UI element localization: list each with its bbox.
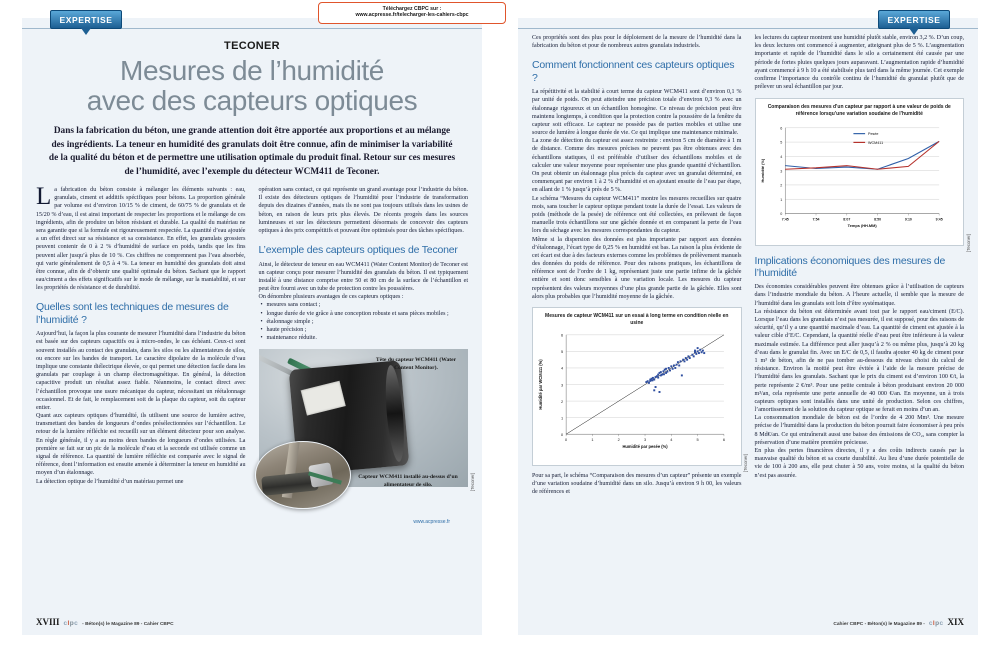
paragraph: Le schéma “Mesures du capteur WCM411” montre les mesures recueillies sur quatre mois, sans toucher le capteur optique pendant toute la durée de l’essai. Les valeurs de poids (méthode de la pesée) de référence ont été collectées, en prélevant de façon manuelle trois échantillons sur une gâchée donnée et en comparant la perte de l’eau lors du séchage avec les mesures correspondantes du capteur. xyxy=(532,195,742,235)
line-chart-block xyxy=(755,98,971,252)
folio-number: XVIII xyxy=(36,617,60,627)
brand-kicker: TECONER xyxy=(224,40,280,52)
svg-text:0: 0 xyxy=(565,436,568,442)
svg-text:6: 6 xyxy=(561,332,564,338)
paragraph: Quant aux capteurs optiques d’humidité, ils utilisent une source de lumière active, transmettant des bandes de longueurs d’ondes présélectionnées sur l’échantillon. Le retour de la lumière réfléchie est recueilli sur un élément détecteur pour son analyse. En règle générale, il y a au moins deux bandes de longueurs d’ondes utilisées. La première se fait sur un pic de la molécule d’eau et la seconde est utilisée comme un signal de référence. La quantité de lumière réfléchie est comparée avec le signal de référence, dont l’information est ensuite amenée à déterminer la teneur en humidité au moyen d’un étalonnage. xyxy=(36,413,246,477)
svg-text:3: 3 xyxy=(643,436,647,442)
svg-text:Humidité par pesée (%): Humidité par pesée (%) xyxy=(622,443,668,449)
svg-text:2: 2 xyxy=(617,436,620,442)
sensor-install-photo xyxy=(255,441,351,509)
heading-economic: Implications économiques des mesures de l’humidité xyxy=(754,254,946,279)
left-columns xyxy=(36,183,475,526)
paragraph: Aujourd’hui, la façon la plus courante de mesurer l’humidité dans l’industrie du béton est basée sur des capteurs capacitifs ou à micro-ondes, le cas échéant. Ceux-ci sont souvent installés au contact des granulats, dans les silos ou les alimentateurs de silos, ou encore sur les bandes de transport. Le caractère dipolaire de la molécule d’eau implique une constante diélectrique élevée, ce qui permet une détection facile dans les granulats par couplage à un champ électromagnétique. En général, la détection capacitive produit un résultat assez fiable. Néanmoins, le contact direct avec l’échantillon provoque une usure mécanique du capteur, nécessitant un réétalonnage occasionnel. Et de fait, le remplacement soit de la plaque du capteur, soit du capteur entier. xyxy=(36,331,246,411)
paragraph: Même si la dispersion des données est plus importante par rapport aux données d’étalonnage, l’écart type de 0,25 % en humidité est bas. La raison la plus évidente de cet écart est due à des facteurs externes comme les problèmes de prélèvement manuels des données du poids de référence. Pour des raisons pratiques, les échantillons de référence sont de l’ordre de 1 kg, représentant juste une partie infime de la gâchée entière et sont donc sensibles à une variation locale. Les mesures du capteur représentent des valeurs moyennes d’une plus grande partie de la gâchée. Elles sont alors plus probables que l’humidité moyenne de la gâchée. xyxy=(532,236,742,300)
paragraph: Ces propriétés sont des plus pour le déploiement de la mesure de l’humidité dans la fabrication du béton et pour de nombreux autres granulats industriels. xyxy=(532,35,742,50)
right-footer xyxy=(833,617,964,627)
svg-text:4: 4 xyxy=(670,436,673,442)
svg-text:5: 5 xyxy=(561,348,564,354)
photo-caption-1: Tête du capteur WCM411 (Water Content Monitor). xyxy=(375,357,457,371)
download-line-2: www.acpresse.fr/telecharger-les-cahiers-cbpc xyxy=(355,12,469,18)
paragraph: Des économies considérables peuvent être obtenues grâce à l’utilisation de capteurs dans l’industrie mondiale du béton. A l’heure actuelle, il semble que la mesure de l’humidité dans les granulats soit loin d’être systématique. xyxy=(754,284,964,307)
sensor-label-sticker xyxy=(300,381,345,416)
right-column-1 xyxy=(532,34,749,496)
svg-text:3: 3 xyxy=(779,169,782,174)
download-callout[interactable] xyxy=(318,2,506,24)
svg-text:1: 1 xyxy=(561,414,564,420)
svg-text:1: 1 xyxy=(779,197,782,202)
page-title xyxy=(22,56,482,115)
svg-text:2: 2 xyxy=(779,183,782,188)
headline-line-2: avec des capteurs optiques xyxy=(86,84,418,116)
footer-text: - Béton(s) le Magazine 89 - Cahier CBPC xyxy=(82,622,174,627)
paragraph: Ainsi, le détecteur de teneur en eau WCM411 (Water Content Monitor) de Teconer est un capteur conçu pour mesurer l’humidité des granulats du béton. Il est typiquement installé à une distance comprise entre 50 et 80 cm de la surface de l’échantillon et peut être fourni avec un tube de protection contre les poussières. xyxy=(258,261,468,293)
paragraph: Pour sa part, le schéma “Comparaison des mesures d’un capteur” présente un exemple d’une variation soudaine d’humidité dans un silo. Jusqu’à environ 9 h 00, les valeurs de références et xyxy=(532,472,742,496)
site-url[interactable]: www.acpresse.fr xyxy=(413,519,450,526)
left-column-2 xyxy=(258,186,475,526)
svg-text:Temps (HH.MM): Temps (HH.MM) xyxy=(847,222,877,228)
svg-text:8:50: 8:50 xyxy=(873,217,881,222)
svg-text:0: 0 xyxy=(561,431,564,437)
heading-techniques: Quelles sont les techniques de mesures de l’humidité ? xyxy=(36,301,229,326)
right-columns xyxy=(532,34,971,496)
right-page xyxy=(500,0,1000,647)
svg-text:8:07: 8:07 xyxy=(842,217,850,222)
right-column-2 xyxy=(754,34,971,496)
paragraph: La répétitivité et la stabilité à court terme du capteur WCM411 sont d’environ 0,1 % par unité de poids. On peut atteindre une précision totale d’environ 0,3 % avec un étalonnage rigoureux et un échantillon homogène. Ce niveau de précision peut être maintenu longtemps, à condition que la protection contre la poussière de la fenêtre du capteur soit efficace. Le capteur ne possède pas de parties mobiles et utilise une source de lumière à longue durée de vie. Ce qui implique une maintenance minimale. xyxy=(532,89,742,137)
scatter-chart-card xyxy=(532,307,742,466)
paragraph: opération sans contact, ce qui représente un grand avantage pour l’industrie du béton. Il existe des détecteurs optiques de l’humidité pour l’industrie de transformation depuis des dizaines d’années, mais ils ne sont pas toujours utilisés dans les usines de béton, en raison de leurs prix plus élevés. De récents progrès dans les sources lumineuses et sur les détecteurs permettent désormais de concevoir des capteurs optiques à des prix compétitifs et pouvant être optimisés pour des tâches spécifiques. xyxy=(258,187,468,234)
heading-how-it-works: Comment fonctionnent ces capteurs optiques ? xyxy=(532,59,735,84)
svg-text:5: 5 xyxy=(779,140,782,145)
paragraph: La zone de détection du capteur est assez restreinte : environ 5 cm de diamètre à 1 m de distance. Comme des mesures précises ne peuvent pas être obtenues avec des échantillons statiques, il est préférable d’utiliser des échantillons mobiles et de calculer une valeur moyenne pour représenter une plus grande quantité d’échantillon. On peut obtenir un étalonnage plus précis du capteur avec un granulat déterminé, en commençant par environ 1 à 2 % d’humidité et en ajoutant ensuite de l’eau par étape, en allant de 1 % jusqu’à près de 5 %. xyxy=(532,138,742,194)
list-item: • maintenance réduite. xyxy=(267,334,469,342)
list-item: • haute précision ; xyxy=(267,326,469,334)
expertise-tab-left: EXPERTISE xyxy=(50,10,122,29)
svg-text:7:54: 7:54 xyxy=(812,217,820,222)
headline-line-1: Mesures de l’humidité xyxy=(120,55,384,86)
clpc-logo: clpc xyxy=(928,620,944,627)
left-column-1 xyxy=(36,183,246,487)
svg-text:2: 2 xyxy=(561,398,564,404)
line-chart-card xyxy=(755,98,965,245)
paragraph: En plus des pertes financières directes, il y a des coûts indirects causés par la mauvaise qualité du béton et sa courte durabilité. Au lieu d’une durée potentielle de vie de 100 à 200 ans, elle peut chuter à 50 ans, voire moins, si la qualité du béton n’est pas assurée. xyxy=(754,448,964,479)
paragraph: La consommation mondiale de béton est de l’ordre de 4 200 Mm³. Une mesure précise de l’humidité dans la production du béton pourrait faire économiser à peu près 8 Md€/an. Ce qui entraînerait aussi une baisse des émissions de CO₂, sans compter la préservation d’une matière première précieuse. xyxy=(754,415,964,446)
expertise-tab-right: EXPERTISE xyxy=(878,10,950,29)
svg-text:1: 1 xyxy=(591,436,594,442)
list-item: • mesures sans contact ; xyxy=(267,301,469,309)
paragraph: On dénombre plusieurs avantages de ces capteurs optiques : xyxy=(258,294,404,301)
scatter-chart-credit: [Teconer] xyxy=(743,453,749,472)
svg-text:6: 6 xyxy=(779,126,782,131)
paragraph: La détection optique de l’humidité d’un matériau permet une xyxy=(36,478,184,485)
scatter-chart-plot xyxy=(533,329,741,465)
svg-text:Humidité (%): Humidité (%) xyxy=(759,158,765,183)
download-line-1: Téléchargez CBPC sur : xyxy=(382,6,442,13)
paragraph: les lectures du capteur montrent une humidité plutôt stable, environ 3,2 %. D’un coup, les deux lectures ont commencé à augmenter, atteignant plus de 5 %. L’augmentation importante et rapide de l’humidité dans le silo a certainement été causée par une période de fortes pluies quelques jours auparavant. L’augmentation rapide d’humidité ayant commencé à 9 h 10 a été stabilisée plus tard dans la même journée. Cet exemple confirme l’importance du contrôle continu de l’humidité du granulat plutôt que de prélever un seul échantillon par jour. xyxy=(754,35,964,91)
sensor-lens-ring xyxy=(382,365,406,463)
photo-block xyxy=(259,349,475,526)
folio-number: XIX xyxy=(947,617,964,627)
heading-teconer-example: L’exemple des capteurs optiques de Teconer xyxy=(258,244,458,257)
advantages-list xyxy=(259,301,469,342)
svg-text:4: 4 xyxy=(561,365,564,371)
scatter-chart-title: Mesures de capteur WCM411 sur un essai à long terme en condition réelle en usine xyxy=(545,313,729,326)
svg-text:9:45: 9:45 xyxy=(935,217,943,222)
svg-text:0: 0 xyxy=(779,211,782,216)
svg-text:WCM411: WCM411 xyxy=(867,140,883,145)
svg-text:4: 4 xyxy=(779,154,782,159)
intro-paragraph: La fabrication du béton consiste à mélanger les éléments suivants : eau, granulats, ciment et additifs spécifiques pour bétons. La proportion générale par volume est d’environ 10/15 % de ciment, de 60/75 % de granulats et de 15/20 % d’eau, il est ainsi important de respecter les proportions et le mélange de ces ingrédients, afin de produire un béton résistant et durable. La qualité du matériau ne sera garantie que si la formule est rigoureusement respectée. La quantité d’eau ajoutée a un effet direct sur sa résistance et sa consistance. En effet, les granulats grossiers peuvent contenir de 0 à 2 % d’humidité de surface en poids, tandis que les fins peuvent aller jusqu’à plus de 10 %. Ces chiffres ne comprennent pas l’eau absorbée, qui varie généralement de 0,5 à 4 %. La teneur en humidité des granulats doit ainsi être connue, afin de d’obtenir une qualité optimale du béton. Sachant que le rapport eau/ciment a des effets significatifs sur le mode de mélange, sur la maniabilité, et sur les propriétés de résistance et de durabilité. xyxy=(36,183,246,292)
svg-text:5: 5 xyxy=(696,436,699,442)
svg-text:7:45: 7:45 xyxy=(781,217,789,222)
footer-text: Cahier CBPC - Béton(s) le Magazine 89 - xyxy=(833,622,925,627)
svg-text:9:10: 9:10 xyxy=(904,217,912,222)
left-footer xyxy=(36,617,174,627)
list-item: • étalonnage simple ; xyxy=(267,318,469,326)
standfirst: Dans la fabrication du béton, une grande attention doit être apportée aux proportions et au mélange des ingrédients. La teneur en humidité des granulats doit être connue, afin de minimiser la variabilité de la qualité du béton et de permettre une utilisation optimale du produit final. Retour sur ces mesures de l’humidité, avec l’exemple du détecteur WCM411 de Teconer. xyxy=(48,126,456,177)
photo-credit: [Teconer] xyxy=(470,473,475,492)
photo-caption-2: Capteur WCM411 installé au-dessus d’un alimentateur de silo. xyxy=(358,474,458,488)
svg-text:Humidité par WCM411 (%): Humidité par WCM411 (%) xyxy=(537,358,543,410)
svg-text:Pesée: Pesée xyxy=(867,131,878,136)
list-item: • longue durée de vie grâce à une conception robuste et sans pièces mobiles ; xyxy=(267,310,469,318)
clpc-logo: clpc xyxy=(63,620,79,627)
svg-text:6: 6 xyxy=(722,436,726,442)
svg-text:3: 3 xyxy=(561,381,564,387)
line-chart-credit: [Teconer] xyxy=(966,233,971,252)
line-chart-title: Comparaison des mesures d’un capteur par rapport à une valeur de poids de référence lorsqu’une variation soudaine de l’humidité xyxy=(767,104,951,118)
scatter-chart-block xyxy=(532,307,749,472)
line-chart-plot xyxy=(756,120,964,245)
paragraph: La résistance du béton est déterminée avant tout par le rapport eau/ciment (E/C). Lorsque l’eau dans les granulats n’est pas mesurée, il est supposé, pour des raisons de sécurité, qu’il y a une quantité maximale d’eau. La quantité de ciment est ajustée à la valeur cible d’E/C. Cependant, la quantité réelle d’eau peut être inférieure à la valeur maximale estimée. La différence peut aller jusqu’à 2 % ou même plus, jusqu’à 20 kg d’eau dans le granulat fin. Avec un E/C de 0,5, il faudra ajouter 40 kg de ciment pour 1 m³ de béton, afin de ne pas tomber au-dessous du niveau choisi du calcul de résistance. Environ la moitié peut être évitée à l’aide de la mesure précise de l’humidité dans les granulats. Sachant que le prix du ciment est d’environ 100 €/t, la perte représente 2 €/m³. Pour une petite centrale à béton produisant environ 20 000 m³/an, cela représente une perte annuelle de 40 000 €/an. En moyenne, un à trois capteurs optiques sont installés dans une unité de production. Selon ces chiffres, l’amortissement de la solution du capteur optique se ferait en moins d’un an. xyxy=(754,308,964,414)
